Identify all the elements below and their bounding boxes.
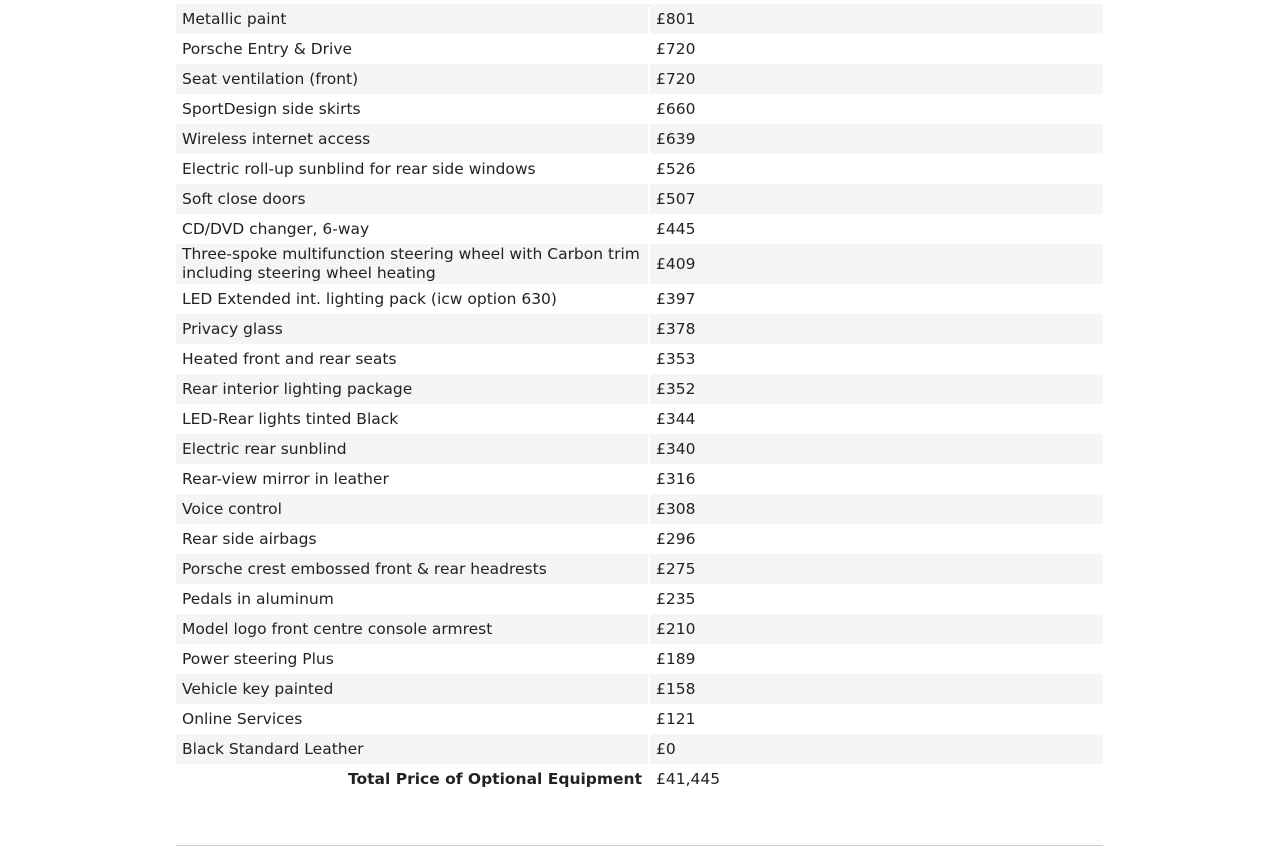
- equipment-price: £639: [650, 124, 1103, 154]
- equipment-name: Soft close doors: [176, 184, 648, 214]
- table-row: [176, 404, 1103, 434]
- table-row: [176, 614, 1103, 644]
- equipment-name: Rear-view mirror in leather: [176, 464, 648, 494]
- equipment-price: £121: [650, 704, 1103, 734]
- equipment-name: Rear interior lighting package: [176, 374, 648, 404]
- table-row: [176, 244, 1103, 284]
- equipment-price: £720: [650, 64, 1103, 94]
- table-row: [176, 94, 1103, 124]
- equipment-name: Porsche crest embossed front & rear headrests: [176, 554, 648, 584]
- table-row: [176, 644, 1103, 674]
- table-row: [176, 494, 1103, 524]
- equipment-name: Vehicle key painted: [176, 674, 648, 704]
- equipment-price: £340: [650, 434, 1103, 464]
- equipment-price: £353: [650, 344, 1103, 374]
- table-row: [176, 4, 1103, 34]
- equipment-name: LED-Rear lights tinted Black: [176, 404, 648, 434]
- equipment-price: £308: [650, 494, 1103, 524]
- table-row: [176, 284, 1103, 314]
- table-row: [176, 734, 1103, 764]
- equipment-price: £275: [650, 554, 1103, 584]
- equipment-price: £352: [650, 374, 1103, 404]
- table-row: [176, 34, 1103, 64]
- equipment-name: Porsche Entry & Drive: [176, 34, 648, 64]
- equipment-name: Wireless internet access: [176, 124, 648, 154]
- equipment-price: £344: [650, 404, 1103, 434]
- table-row: [176, 464, 1103, 494]
- table-row: [176, 344, 1103, 374]
- bottom-divider: [176, 845, 1103, 846]
- equipment-name: Three-spoke multifunction steering wheel with Carbon trim including steering wheel heating: [176, 244, 648, 284]
- table-row: [176, 674, 1103, 704]
- equipment-name: Black Standard Leather: [176, 734, 648, 764]
- equipment-price: £526: [650, 154, 1103, 184]
- equipment-price: £189: [650, 644, 1103, 674]
- equipment-name: Power steering Plus: [176, 644, 648, 674]
- equipment-name: CD/DVD changer, 6-way: [176, 214, 648, 244]
- equipment-name: Electric roll-up sunblind for rear side windows: [176, 154, 648, 184]
- equipment-price: £445: [650, 214, 1103, 244]
- equipment-name: LED Extended int. lighting pack (icw option 630): [176, 284, 648, 314]
- table-row: [176, 124, 1103, 154]
- table-row: [176, 554, 1103, 584]
- equipment-name: Electric rear sunblind: [176, 434, 648, 464]
- total-label: Total Price of Optional Equipment: [176, 764, 648, 794]
- equipment-name: Privacy glass: [176, 314, 648, 344]
- equipment-price: £801: [650, 4, 1103, 34]
- optional-equipment-table: [174, 4, 1105, 794]
- table-row: [176, 214, 1103, 244]
- table-row: [176, 154, 1103, 184]
- table-row: [176, 434, 1103, 464]
- equipment-name: Heated front and rear seats: [176, 344, 648, 374]
- equipment-name: Metallic paint: [176, 4, 648, 34]
- total-row: [176, 764, 1103, 794]
- table-row: [176, 314, 1103, 344]
- equipment-name: Online Services: [176, 704, 648, 734]
- equipment-price: £660: [650, 94, 1103, 124]
- equipment-name: Rear side airbags: [176, 524, 648, 554]
- equipment-price: £409: [650, 244, 1103, 284]
- equipment-price: £316: [650, 464, 1103, 494]
- equipment-price: £296: [650, 524, 1103, 554]
- table-row: [176, 584, 1103, 614]
- equipment-price: £235: [650, 584, 1103, 614]
- table-row: [176, 184, 1103, 214]
- equipment-name: Seat ventilation (front): [176, 64, 648, 94]
- equipment-price: £210: [650, 614, 1103, 644]
- equipment-name: Voice control: [176, 494, 648, 524]
- equipment-price: £720: [650, 34, 1103, 64]
- equipment-name: Pedals in aluminum: [176, 584, 648, 614]
- equipment-name: SportDesign side skirts: [176, 94, 648, 124]
- table-row: [176, 374, 1103, 404]
- table-row: [176, 704, 1103, 734]
- total-value: £41,445: [650, 764, 1103, 794]
- table-row: [176, 64, 1103, 94]
- equipment-price: £0: [650, 734, 1103, 764]
- equipment-price: £507: [650, 184, 1103, 214]
- equipment-price: £378: [650, 314, 1103, 344]
- table-row: [176, 524, 1103, 554]
- equipment-price: £158: [650, 674, 1103, 704]
- equipment-price: £397: [650, 284, 1103, 314]
- equipment-name: Model logo front centre console armrest: [176, 614, 648, 644]
